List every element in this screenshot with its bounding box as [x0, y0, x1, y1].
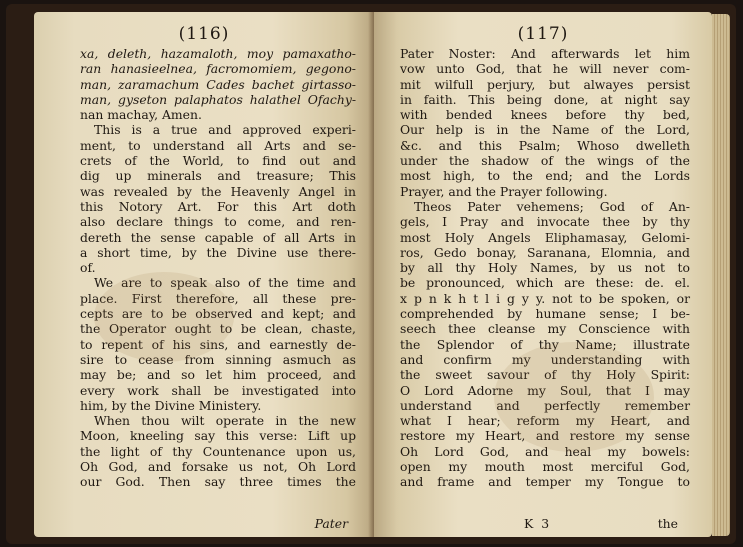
text-line: nan machay, Amen. — [80, 107, 202, 123]
text-line: this Notory Art. For this Art doth — [80, 198, 356, 214]
text-line: xa, deleth, hazamaloth, moy pamaxatho- — [80, 46, 356, 61]
text-line: every work shall be investigated into — [80, 382, 356, 398]
text-line: &c. and this Psalm; Whoso dwelleth — [400, 137, 690, 153]
right-page-number: (117) — [517, 24, 569, 44]
text-line: Prayer, and the Prayer following. — [400, 183, 608, 199]
text-line: sire to cease from sinning asmuch as — [80, 351, 356, 367]
text-line: Our help is in the Name of the Lord, — [400, 122, 690, 138]
text-line: the sweet savour of thy Holy Spirit: — [400, 367, 690, 383]
text-line: dereth the sense capable of all Arts in — [80, 229, 356, 245]
text-line: ment, to understand all Arts and se- — [80, 137, 356, 153]
text-line: the Operator ought to be clean, chaste, — [80, 321, 356, 337]
text-line: by all thy Holy Names, by us not to — [400, 260, 690, 276]
text-line: crets of the World, to find out and — [80, 153, 356, 169]
text-line: what I hear; reform my Heart, and — [400, 413, 690, 429]
text-line: the Splendor of thy Name; illustrate — [400, 336, 690, 352]
text-line: may be; and so let him proceed, and — [80, 367, 356, 383]
text-line: open my mouth most merciful God, — [400, 459, 690, 475]
text-line: understand and perfectly remember — [400, 397, 690, 413]
text-line: We are to speak also of the time and — [94, 275, 356, 291]
text-line: ran hanasieelnea, facromomiem, gegono- — [80, 61, 356, 77]
text-line: the light of thy Countenance upon us, — [80, 443, 356, 459]
text-line: a short time, by the Divine use there- — [80, 244, 356, 260]
signature-mark: K 3 — [524, 516, 552, 531]
left-page-text — [34, 46, 374, 490]
text-line: O Lord Adorne my Soul, that I may — [400, 382, 690, 398]
text-line: mit wilfull perjury, but alwayes persist — [400, 76, 690, 92]
right-page — [374, 12, 712, 537]
text-line: under the shadow of the wings of the — [400, 153, 690, 169]
text-line: our God. Then say three times the — [80, 474, 356, 490]
text-line: Oh Lord God, and heal my bowels: — [400, 443, 690, 459]
text-line: cepts are to be observed and kept; and — [80, 306, 356, 322]
left-page-number: (116) — [178, 24, 230, 44]
left-page — [34, 12, 374, 537]
text-line: Pater Noster: And afterwards let him — [400, 46, 690, 61]
text-line: seech thee cleanse my Conscience with — [400, 321, 690, 337]
text-line: man, gyseton palaphatos halathel Ofachy- — [80, 91, 356, 107]
text-line: place. First therefore, all these pre- — [80, 290, 356, 306]
text-line: most high, to the end; and the Lords — [400, 168, 690, 184]
text-line: be pronounced, which are these: de. el. — [400, 275, 690, 291]
text-line: dig up minerals and treasure; This — [80, 168, 356, 184]
open-book — [6, 4, 736, 544]
text-line: ros, Gedo bonay, Saranana, Elomnia, and — [400, 244, 690, 260]
right-catchword: the — [657, 516, 678, 531]
text-line: Oh God, and forsake us not, Oh Lord — [80, 459, 356, 475]
text-line: This is a true and approved experi- — [94, 122, 356, 138]
text-line: When thou wilt operate in the new — [94, 413, 356, 429]
left-catchword: Pater — [314, 516, 348, 531]
text-line: vow unto God, that he will never com- — [400, 61, 690, 77]
text-line: gels, I Pray and invocate thee by thy — [400, 214, 690, 230]
text-line: to repent of his sins, and earnestly de- — [80, 336, 356, 352]
text-line: comprehended by humane sense; I be- — [400, 306, 690, 322]
page-edges — [712, 14, 730, 536]
text-line: and confirm my understanding with — [400, 351, 690, 367]
text-line: Theos Pater vehemens; God of An- — [414, 198, 690, 214]
text-line: man, zaramachum Cades bachet girtasso- — [80, 76, 356, 92]
text-line: and frame and temper my Tongue to — [400, 474, 690, 490]
text-line: him, by the Divine Ministery. — [80, 397, 262, 413]
text-line: of. — [80, 260, 96, 276]
text-line: restore my Heart, and restore my sense — [400, 428, 690, 444]
text-line: also declare things to come, and ren- — [80, 214, 356, 230]
text-line: x p n k h t l i g y y. not to be spoken, or — [400, 290, 690, 306]
text-line: Moon, kneeling say this verse: Lift up — [80, 428, 356, 444]
text-line: in faith. This being done, at night say — [400, 91, 690, 107]
paper-stain — [494, 342, 654, 452]
text-line: with bended knees before thy bed, — [400, 107, 690, 123]
text-line: was revealed by the Heavenly Angel in — [80, 183, 356, 199]
paper-stain — [94, 272, 234, 362]
text-line: most Holy Angels Eliphamasay, Gelomi- — [400, 229, 690, 245]
